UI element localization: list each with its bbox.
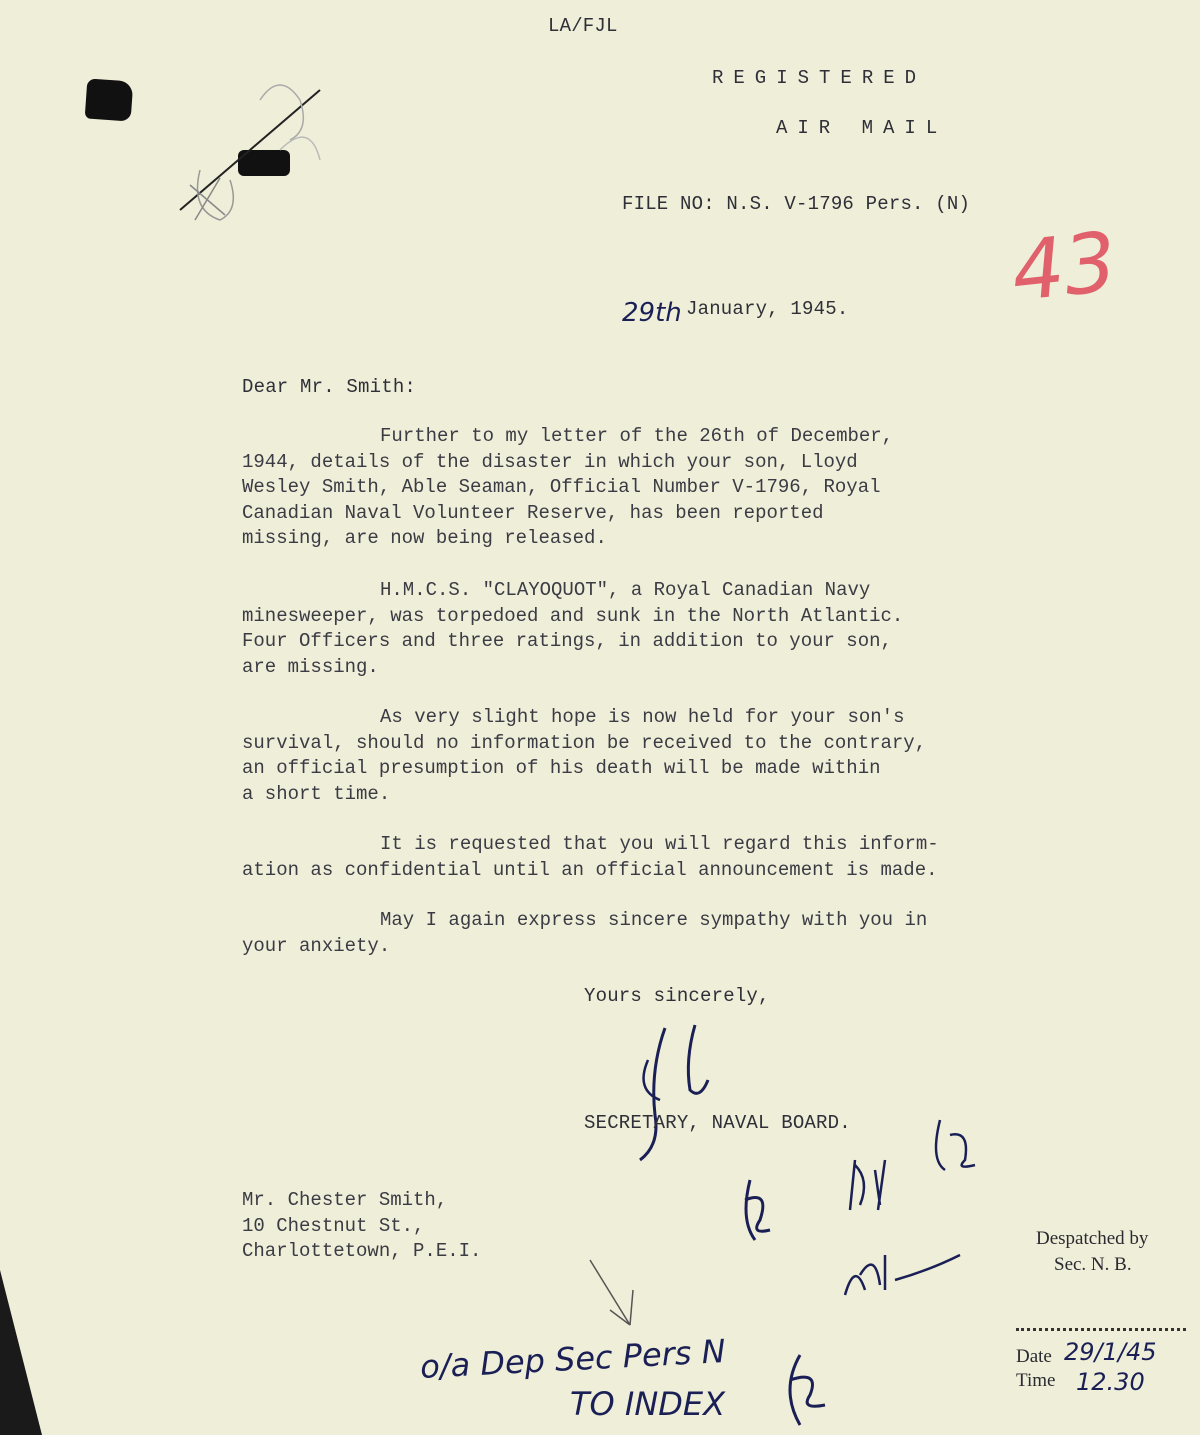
stamp-date-label: Date — [1016, 1346, 1052, 1367]
body-paragraph-2: H.M.C.S. "CLAYOQUOT", a Royal Canadian Navy minesweeper, was torpedoed and sunk in the North Atlantic. Four Officers and three ratings, in addition to your son, are missing. — [242, 579, 904, 678]
signature — [620, 1020, 710, 1170]
stamp-date-value: 29/1/45 — [1064, 1338, 1157, 1366]
punch-hole-top — [85, 78, 134, 121]
recipient-address — [242, 1188, 481, 1265]
torn-corner — [0, 1270, 42, 1435]
body-paragraph-4: It is requested that you will regard this inform- ation as confidential until an official announcement is made. — [242, 833, 939, 881]
folio-number: 43 — [1007, 214, 1122, 321]
stamp-time-value: 12.30 — [1076, 1368, 1145, 1396]
handwritten-note-1: o/a Dep Sec Pers N — [419, 1332, 727, 1386]
stamp-despatched: Despatched by — [1036, 1228, 1149, 1249]
letter-date: January, 1945. — [686, 298, 849, 320]
pencil-scribble — [160, 60, 360, 230]
arrow-icon — [585, 1255, 645, 1335]
air-mail-heading: AIR MAIL — [776, 117, 948, 139]
body-paragraph-3: As very slight hope is now held for your son's survival, should no information be received to the contrary, an official presumption of his death will be made within a short time. — [242, 706, 927, 805]
file-number: FILE NO: N.S. V-1796 Pers. (N) — [622, 193, 971, 215]
stamp-sec-nb: Sec. N. B. — [1054, 1254, 1132, 1275]
handwritten-date-day: 29th — [622, 298, 682, 328]
closing: Yours sincerely, — [584, 985, 770, 1007]
handwritten-note-2: TO INDEX — [570, 1385, 726, 1423]
address-line: Mr. Chester Smith, — [242, 1189, 448, 1211]
reference-code: LA/FJL — [548, 15, 618, 37]
registered-heading: REGISTERED — [712, 67, 927, 89]
salutation: Dear Mr. Smith: — [242, 376, 417, 398]
body-paragraph-1: Further to my letter of the 26th of December, 1944, details of the disaster in which your son, Lloyd Wesley Smith, Able Seaman, Official Number V-1796, Royal Canadian Naval Volunteer Reserve, has been reported missing, are now being released. — [242, 425, 894, 550]
handwritten-initials-bottom — [775, 1350, 845, 1430]
body-paragraph-5: May I again express sincere sympathy with you in your anxiety. — [242, 909, 928, 957]
handwritten-initials-lower — [840, 1240, 980, 1300]
address-line: 10 Chestnut St., — [242, 1214, 425, 1237]
signatory-title: SECRETARY, NAVAL BOARD. — [584, 1112, 851, 1134]
stamp-dotted-line — [1016, 1328, 1186, 1331]
address-line: Charlottetown, P.E.I. — [242, 1240, 482, 1263]
stamp-time-label: Time — [1016, 1370, 1056, 1391]
